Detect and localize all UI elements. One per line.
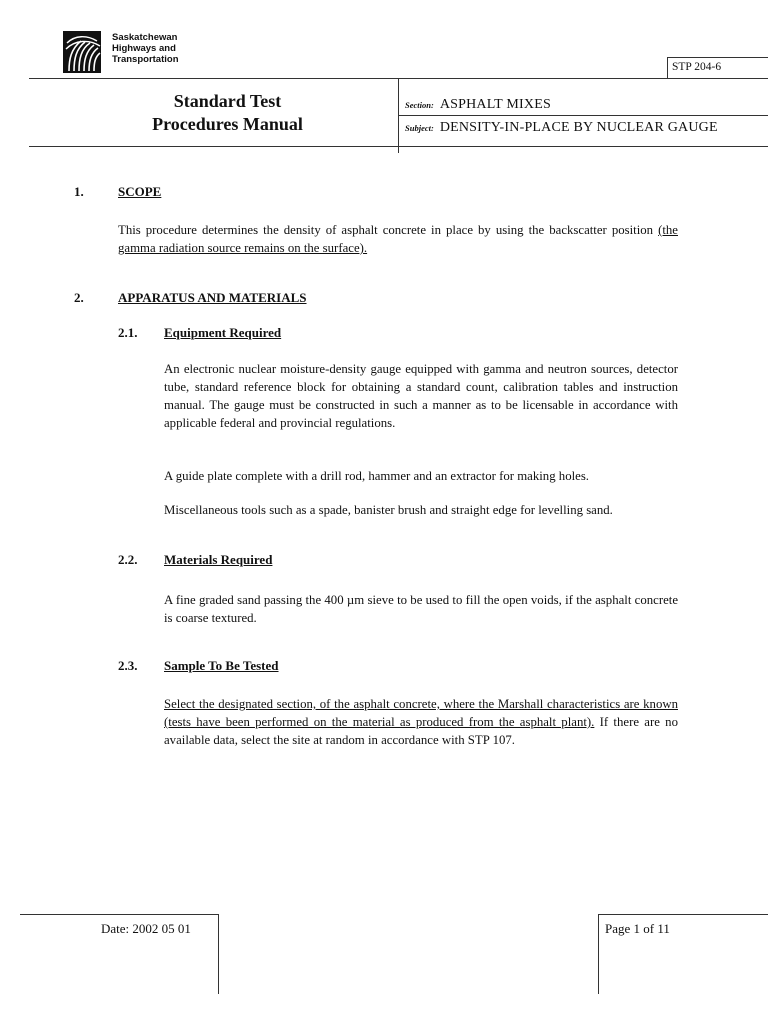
subject-value: DENSITY-IN-PLACE BY NUCLEAR GAUGE: [439, 120, 718, 135]
scope-text: This procedure determines the density of asphalt concrete in place by using the backscatter position: [118, 223, 659, 237]
section-2-2-paragraph: A fine graded sand passing the 400 µm sieve to be used to fill the open voids, if the asphalt concrete is coarse textured.: [164, 593, 678, 625]
section-value: ASPHALT MIXES: [439, 97, 551, 112]
section-2-3-paragraph: [164, 695, 678, 749]
section-2-heading: APPARATUS AND MATERIALS: [118, 290, 307, 305]
section-1-heading: SCOPE: [118, 184, 162, 199]
footer-left-divider: [218, 914, 219, 994]
manual-title-line-1: Standard Test: [173, 91, 282, 111]
header-divider: [398, 79, 399, 153]
section-2-1-heading: Equipment Required: [164, 325, 282, 340]
header-middle-rule: [399, 115, 768, 116]
subject-row: [405, 118, 718, 136]
footer-left-rule: [20, 914, 218, 915]
section-1-number: 1.: [74, 184, 84, 199]
section-2-1-paragraph-1: An electronic nuclear moisture-density gauge equipped with gamma and neutron sources, detector tube, standard reference block for obtaining a standard count, calibration tables and instruction manual. The gauge must be constructed in such a manner as to be licensable in accordance with applicable federal and provincial regulations.: [164, 362, 678, 430]
footer-right-rule: [598, 914, 768, 915]
organization-name: [112, 32, 179, 65]
subject-label: Subject:: [405, 123, 434, 133]
manual-title: [100, 90, 355, 136]
org-line-1: Saskatchewan: [112, 32, 178, 43]
footer-page-number: Page 1 of 11: [605, 921, 670, 936]
footer-right-divider: [598, 914, 599, 994]
sample-text: If there are no available data, select the site at random in accordance with STP 107.: [164, 715, 678, 747]
section-2-3-heading: Sample To Be Tested: [164, 658, 279, 673]
manual-title-line-2: Procedures Manual: [152, 114, 303, 134]
section-2-2-heading: Materials Required: [164, 552, 273, 567]
section-2-number: 2.: [74, 290, 84, 305]
section-1-paragraph: [118, 221, 678, 257]
section-2-1-paragraph-2: A guide plate complete with a drill rod, hammer and an extractor for making holes.: [164, 469, 590, 483]
section-2-2-number: 2.2.: [118, 552, 138, 567]
sample-text-underlined: Select the designated section, of the asphalt concrete, where the Marshall characteristics are known (tests have been performed on the material as produced from the asphalt plant).: [164, 697, 678, 729]
org-line-3: Transportation: [112, 54, 179, 65]
section-2-1-number: 2.1.: [118, 325, 138, 340]
section-label: Section:: [405, 100, 434, 110]
header-bottom-rule: [29, 146, 768, 147]
section-2-1-paragraph-3: Miscellaneous tools such as a spade, banister brush and straight edge for levelling sand.: [164, 503, 613, 517]
section-row: [405, 95, 551, 113]
scope-text-underlined: (the gamma radiation source remains on the surface).: [118, 223, 678, 255]
footer-date: Date: 2002 05 01: [101, 921, 191, 936]
section-2-3-number: 2.3.: [118, 658, 138, 673]
stp-code: STP 204-6: [672, 61, 722, 73]
wheat-sheaf-logo-icon: [63, 31, 101, 73]
org-line-2: Highways and: [112, 43, 176, 54]
